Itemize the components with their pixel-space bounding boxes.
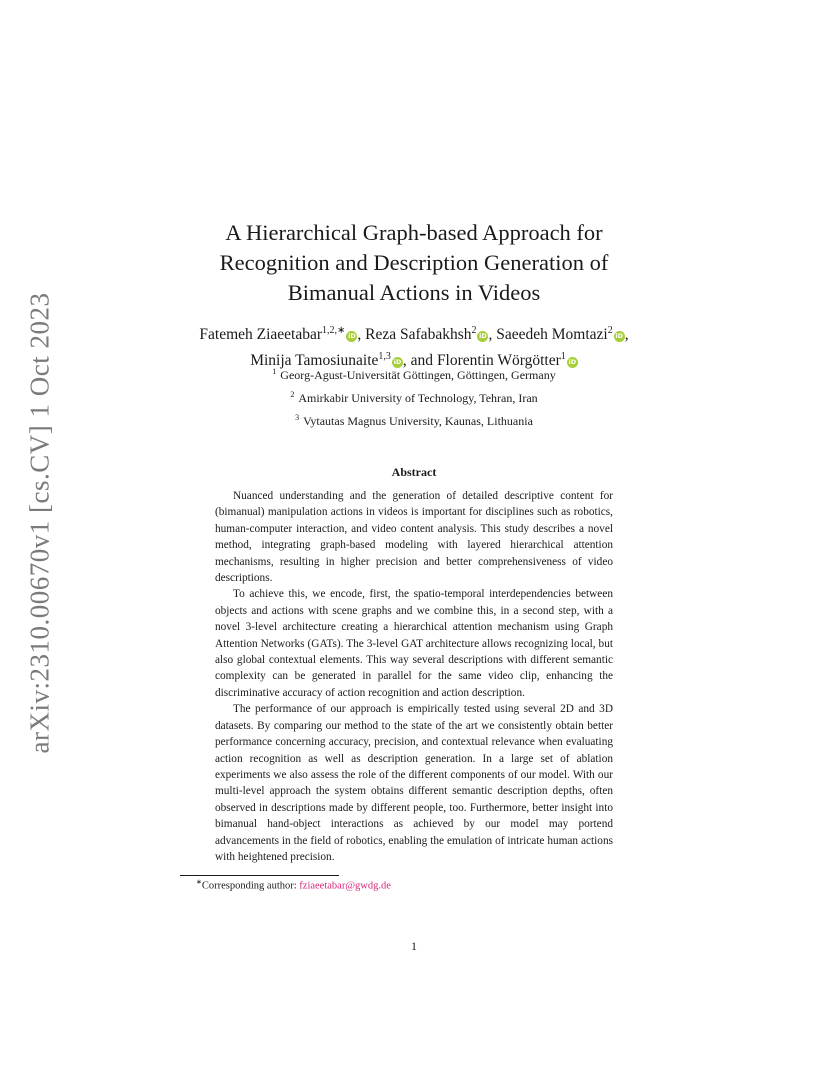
affiliation-item bbox=[150, 362, 678, 385]
abstract-heading: Abstract bbox=[391, 465, 437, 479]
title-line-3: Bimanual Actions in Videos bbox=[287, 280, 541, 305]
affiliation-item bbox=[150, 408, 678, 431]
author-affil-sup: 2 bbox=[607, 325, 613, 336]
orcid-icon[interactable]: iD bbox=[568, 358, 577, 367]
affiliation-text: Georg-Agust-Universität Göttingen, Göttingen, Germany bbox=[280, 368, 556, 382]
title-line-2: Recognition and Description Generation of bbox=[219, 250, 609, 275]
orcid-icon[interactable]: iD bbox=[479, 332, 487, 341]
affiliation-item bbox=[150, 385, 678, 408]
arxiv-id: arXiv:2310.00670v1 [cs.CV] 1 Oct 2023 bbox=[24, 292, 55, 753]
affiliation-list bbox=[150, 362, 678, 431]
author-line-1: Fatemeh Ziaeetabar$^{1,2,∗}$iD , Reza Safabakhsh$^2$iD , Saeedeh Momtazi$^2$iD , bbox=[199, 325, 629, 344]
affiliation-num: 2 bbox=[290, 390, 295, 399]
title-line-1: A Hierarchical Graph-based Approach for bbox=[225, 220, 603, 245]
abstract-paragraph: Nuanced understanding and the generation of detailed descriptive content for (bimanual) manipulation actions in videos is important for disciplines such as robotics, human-computer interaction, and video content analysis. This study describes a novel method, integrating graph-based modeling with layered hierarchical attention mechanisms, resulting in higher precision and better comprehensiveness of video descriptions. bbox=[215, 490, 613, 585]
author-name: Minija Tamosiunaite bbox=[250, 352, 379, 370]
author-name: Saeedeh Momtazi bbox=[496, 326, 608, 344]
author-conjunction: and bbox=[410, 352, 437, 370]
page-number: 1 bbox=[411, 939, 417, 953]
author-affil-sup: 1 bbox=[560, 351, 566, 363]
abstract-paragraph: To achieve this, we encode, first, the spatio-temporal interdependencies between objects and actions with scene graphs and we combine this, in a second step, with a novel 3-level architecture creating a hierarchical attention mechanism using Graph Attention Networks (GATs). The 3-level GAT architecture allows recognizing local, but also global contextual elements. This way several descriptions with different semantic complexity can be generated in parallel for the same video clip, enhancing the discriminative accuracy of action recognition and action description. bbox=[215, 588, 613, 699]
footnote-rule bbox=[180, 875, 339, 876]
affiliation-num: 3 bbox=[295, 413, 300, 422]
author-line-2: Minija Tamosiunaite$^{1,3}$iD , and Florentin Wörgötter$^1$iD bbox=[250, 351, 577, 370]
abstract-body bbox=[215, 488, 613, 865]
author-affil-sup: 1,3 bbox=[378, 351, 391, 363]
orcid-icon[interactable]: iD bbox=[615, 332, 624, 341]
affiliation-num: 1 bbox=[272, 367, 277, 376]
footnote-text: Corresponding author: bbox=[201, 880, 300, 892]
arxiv-side-stamp bbox=[22, 292, 58, 753]
footnote bbox=[196, 878, 391, 892]
paper-title bbox=[150, 218, 678, 308]
orcid-icon[interactable]: iD bbox=[393, 358, 402, 367]
affiliation-text: Vytautas Magnus University, Kaunas, Lithuania bbox=[303, 414, 533, 428]
author-name: Reza Safabakhsh bbox=[365, 326, 472, 344]
abstract-paragraph: The performance of our approach is empirically tested using several 2D and 3D datasets. By comparing our method to the state of the art we consistently obtain better performance concerning accuracy, precision, and contextual relevance when evaluating action recognition as well as description generation. In a large set of ablation experiments we also assess the role of the different components of our model. With our multi-level approach the system obtains different semantic description depths, often observed in descriptions made by different people, too. Furthermore, better insight into bimanual hand-object interactions as achieved by our model may portend advancements in the field of robotics, enabling the emulation of intricate human actions with heightened precision. bbox=[215, 703, 613, 863]
author-affil-sup: 1,2,∗ bbox=[322, 325, 346, 336]
email-link[interactable]: fziaeetabar@gwdg.de bbox=[299, 880, 391, 892]
author-name: Florentin Wörgötter bbox=[436, 352, 561, 370]
footnote-mark: ∗ bbox=[196, 878, 202, 886]
affiliation-text: Amirkabir University of Technology, Tehran, Iran bbox=[298, 391, 538, 405]
orcid-icon[interactable]: iD bbox=[348, 332, 356, 341]
author-name: Fatemeh Ziaeetabar bbox=[199, 326, 323, 344]
author-affil-sup: 2 bbox=[471, 325, 477, 336]
